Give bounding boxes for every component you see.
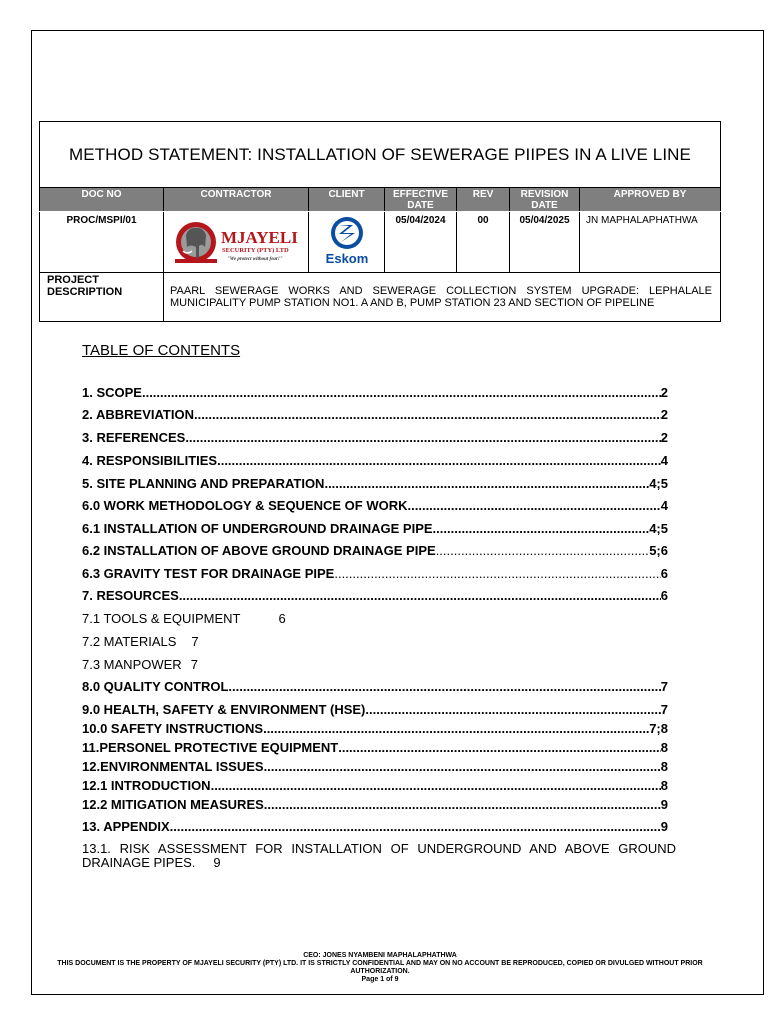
toc-item[interactable]: 5. SITE PLANNING AND PREPARATION ..... 4;5: [82, 476, 668, 492]
eskom-icon: [317, 213, 377, 267]
mjayeli-logo: [164, 212, 308, 268]
toc-item[interactable]: 13.1. RISK ASSESSMENT FOR INSTALLATION OF UNDERGROUND AND ABOVE GROUND DRAINAGE PIPES. 9: [82, 841, 676, 870]
contractor-cell: [164, 212, 309, 273]
toc-item[interactable]: 9.0 HEALTH, SAFETY & ENVIRONMENT (HSE) ..... 7: [82, 702, 668, 718]
revision-date-value: 05/04/2025: [510, 212, 580, 273]
effective-date-value: 05/04/2024: [385, 212, 457, 273]
toc-item[interactable]: 1. SCOPE ..... 2: [82, 385, 668, 401]
project-description-label: PROJECT DESCRIPTION: [40, 273, 164, 322]
document-title: METHOD STATEMENT: INSTALLATION OF SEWERAGE PIIPES IN A LIVE LINE: [40, 122, 721, 188]
toc-item[interactable]: 2. ABBREVIATION ..... 2: [82, 407, 668, 423]
mjayeli-elephant-icon: [169, 213, 303, 267]
toc-item[interactable]: 3. REFERENCES ..... 2: [82, 430, 668, 446]
toc-item[interactable]: 12.ENVIRONMENTAL ISSUES ..... 8: [82, 759, 668, 775]
toc-item[interactable]: 6.2 INSTALLATION OF ABOVE GROUND DRAINAGE PIPE ..... 5;6: [82, 543, 668, 559]
col-contractor: CONTRACTOR: [164, 188, 309, 212]
col-rev: REV: [457, 188, 510, 212]
footer-notice: THIS DOCUMENT IS THE PROPERTY OF MJAYELI SECURITY (PTY) LTD. IT IS STRICTLY CONFIDENTIAL AND MAY ON NO ACCOUNT BE REPRODUCED, COPIED OR DIVULGED WITHOUT PRIOR AUTHORIZATION.: [57, 960, 703, 975]
page-footer: [40, 952, 720, 984]
document-header-table: [39, 121, 721, 322]
toc-item[interactable]: 12.1 INTRODUCTION ..... 8: [82, 778, 668, 794]
toc-item[interactable]: 6.0 WORK METHODOLOGY & SEQUENCE OF WORK ..... 4: [82, 498, 668, 514]
toc-item[interactable]: 10.0 SAFETY INSTRUCTIONS ..... 7;8: [82, 721, 668, 737]
col-client: CLIENT: [309, 188, 385, 212]
footer-ceo: CEO: JONES NYAMBENI MAPHALAPHATHWA: [303, 952, 457, 959]
toc-item[interactable]: 7.2 MATERIALS 7: [82, 634, 199, 649]
col-effective-date: EFFECTIVE DATE: [385, 188, 457, 212]
mjayeli-logo-tagline: "We protect without fear!": [227, 257, 283, 262]
toc-item[interactable]: 7. RESOURCES ..... 6: [82, 588, 668, 604]
eskom-logo-name: Eskom: [325, 251, 368, 266]
eskom-logo: [309, 212, 384, 268]
doc-no-value: PROC/MSPI/01: [40, 212, 164, 273]
toc-item[interactable]: 6.3 GRAVITY TEST FOR DRAINAGE PIPE ..... 6: [82, 566, 668, 582]
project-description-text: PAARL SEWERAGE WORKS AND SEWERAGE COLLECTION SYSTEM UPGRADE: LEPHALALE MUNICIPALITY PUMP STATION NO1. A AND B, PUMP STATION 23 AND SECTION OF PIPELINE: [164, 273, 721, 322]
toc-item[interactable]: 7.3 MANPOWER 7: [82, 657, 198, 672]
toc-item[interactable]: 8.0 QUALITY CONTROL ..... 7: [82, 679, 668, 695]
mjayeli-logo-name: MJAYELI: [221, 228, 298, 247]
toc-title: TABLE OF CONTENTS: [82, 342, 241, 359]
toc-item[interactable]: 6.1 INSTALLATION OF UNDERGROUND DRAINAGE PIPE ..... 4;5: [82, 521, 668, 537]
rev-value: 00: [457, 212, 510, 273]
mjayeli-logo-sub: SECURITY (PTY) LTD: [222, 247, 289, 254]
client-cell: [309, 212, 385, 273]
toc-item[interactable]: 4. RESPONSIBILITIES ..... 4: [82, 453, 668, 469]
col-doc-no: DOC NO: [40, 188, 164, 212]
toc-item[interactable]: 12.2 MITIGATION MEASURES ..... 9: [82, 797, 668, 813]
col-revision-date: REVISION DATE: [510, 188, 580, 212]
toc-item[interactable]: 13. APPENDIX ..... 9: [82, 819, 668, 835]
col-approved-by: APPROVED BY: [580, 188, 721, 212]
toc-item[interactable]: 11.PERSONEL PROTECTIVE EQUIPMENT ..... 8: [82, 740, 668, 756]
approved-by-value: JN MAPHALAPHATHWA: [580, 212, 721, 273]
footer-page-number: Page 1 of 9: [361, 976, 399, 983]
toc-item[interactable]: 7.1 TOOLS & EQUIPMENT 6: [82, 611, 286, 626]
